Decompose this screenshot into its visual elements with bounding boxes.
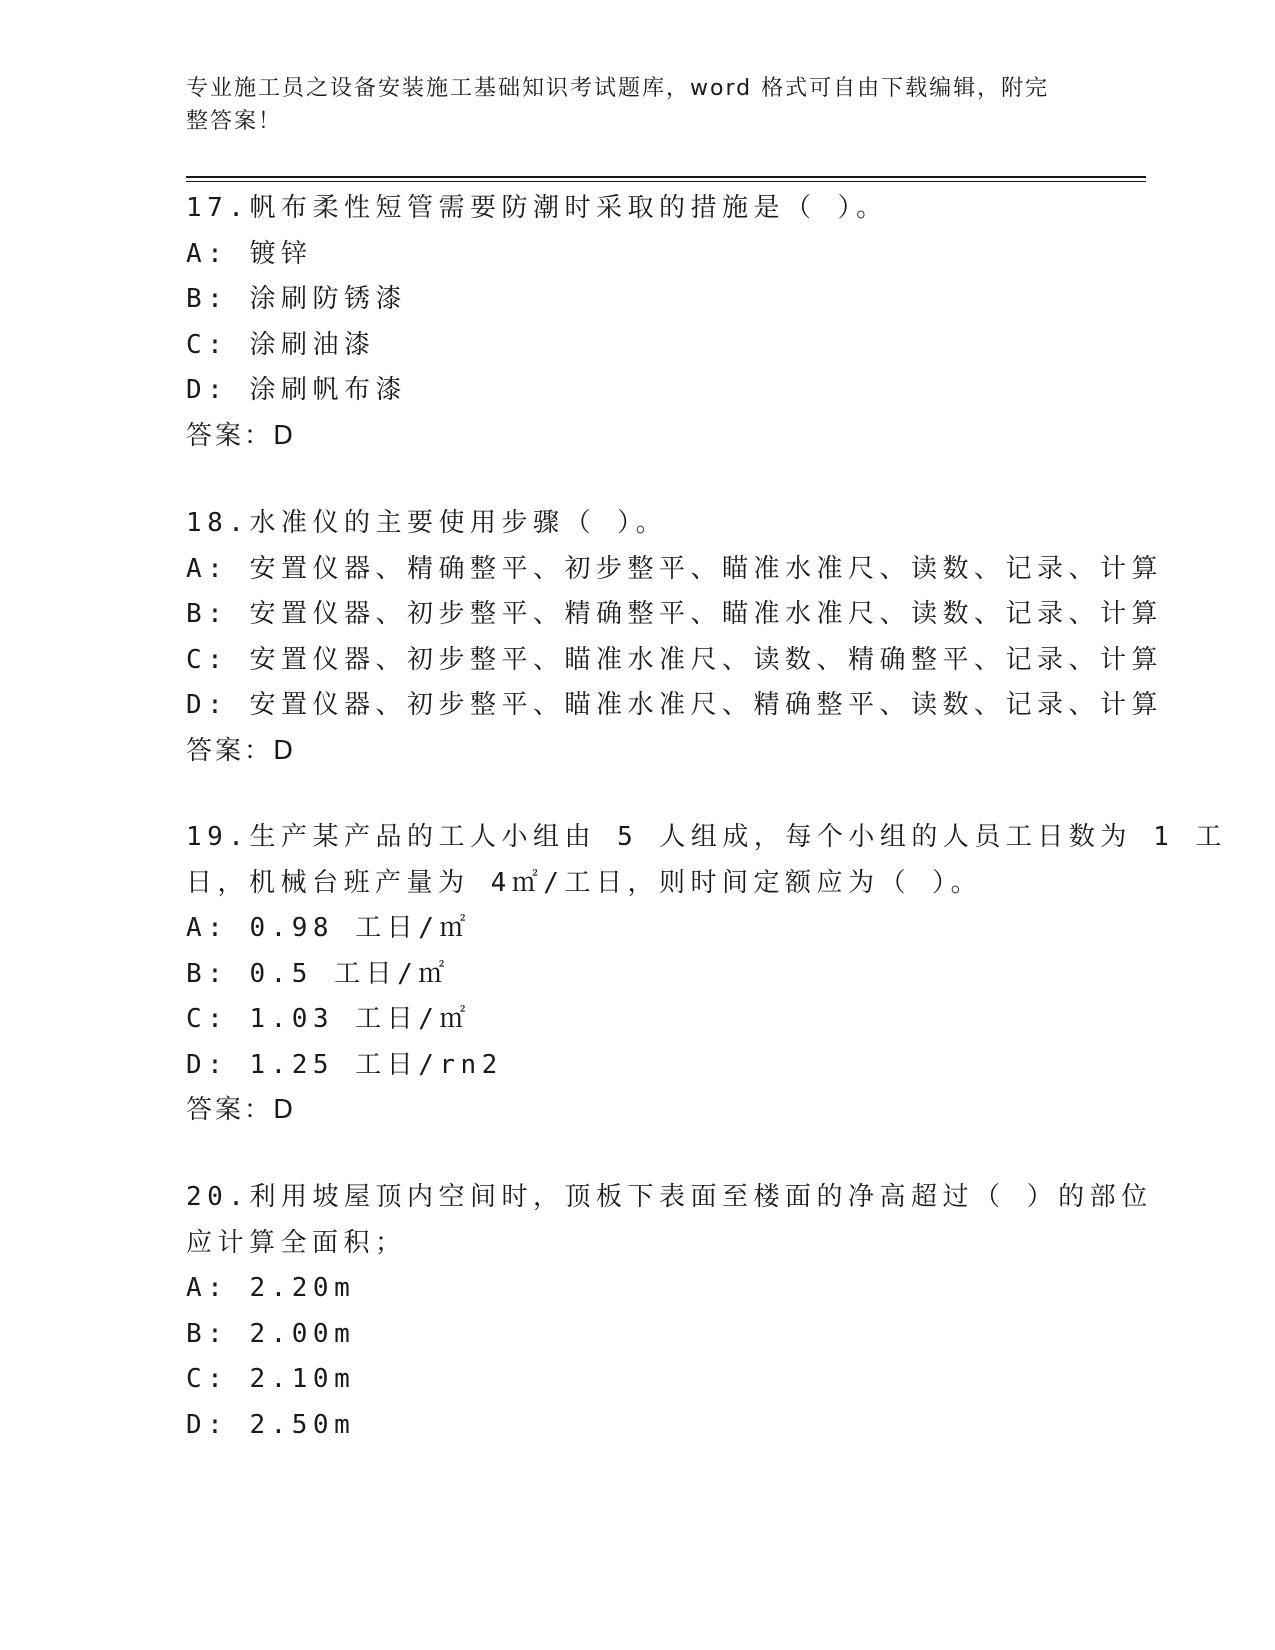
question-stem: 17.帆布柔性短管需要防潮时采取的措施是（ ）。 xyxy=(186,193,888,223)
question-18 xyxy=(186,501,1163,774)
option-c: C: 安置仪器、初步整平、瞄准水准尺、读数、精确整平、记录、计算 xyxy=(186,644,1163,675)
option-a: A: 0.98 工日/㎡ xyxy=(186,913,471,943)
option-c: C: 2.10m xyxy=(186,1364,356,1394)
header-divider-thick xyxy=(186,176,1146,178)
option-d: D: 1.25 工日/rn2 xyxy=(186,1049,503,1080)
question-stem-line-1: 19.生产某产品的工人小组由 5 人组成，每个小组的人员工日数为 1 工 xyxy=(186,822,1227,852)
question-19 xyxy=(186,815,1227,1134)
answer: 答案：D xyxy=(186,1095,297,1125)
option-d: D: 2.50m xyxy=(186,1409,356,1440)
option-b: B: 安置仪器、初步整平、精确整平、瞄准水准尺、读数、记录、计算 xyxy=(186,599,1163,629)
document-header xyxy=(186,72,1066,138)
option-a: A: 2.20m xyxy=(186,1273,356,1303)
question-stem-line-1: 20.利用坡屋顶内空间时，顶板下表面至楼面的净高超过（ ）的部位 xyxy=(186,1182,1153,1212)
option-c: C: 1.03 工日/㎡ xyxy=(186,1004,471,1034)
header-divider-thin xyxy=(186,181,1146,182)
question-stem-line-2: 应计算全面积； xyxy=(186,1227,407,1258)
option-d: D: 涂刷帆布漆 xyxy=(186,375,407,405)
option-c: C: 涂刷油漆 xyxy=(186,329,376,360)
option-b: B: 涂刷防锈漆 xyxy=(186,284,407,314)
question-stem: 18.水准仪的主要使用步骤（ ）。 xyxy=(186,508,668,538)
option-d: D: 安置仪器、初步整平、瞄准水准尺、精确整平、读数、记录、计算 xyxy=(186,690,1163,720)
header-line-1: 专业施工员之设备安装施工基础知识考试题库，word 格式可自由下载编辑，附完 xyxy=(186,76,1050,101)
question-17 xyxy=(186,186,1086,459)
option-a: A: 镀锌 xyxy=(186,238,313,269)
option-b: B: 2.00m xyxy=(186,1318,356,1349)
answer: 答案：D xyxy=(186,420,297,451)
question-20 xyxy=(186,1175,1153,1448)
question-stem-line-2: 日，机械台班产量为 4㎡/工日，则时间定额应为（ ）。 xyxy=(186,867,983,898)
option-b: B: 0.5 工日/㎡ xyxy=(186,958,450,989)
answer: 答案：D xyxy=(186,735,297,766)
option-a: A: 安置仪器、精确整平、初步整平、瞄准水准尺、读数、记录、计算 xyxy=(186,553,1163,584)
header-line-2: 整答案！ xyxy=(186,109,283,134)
